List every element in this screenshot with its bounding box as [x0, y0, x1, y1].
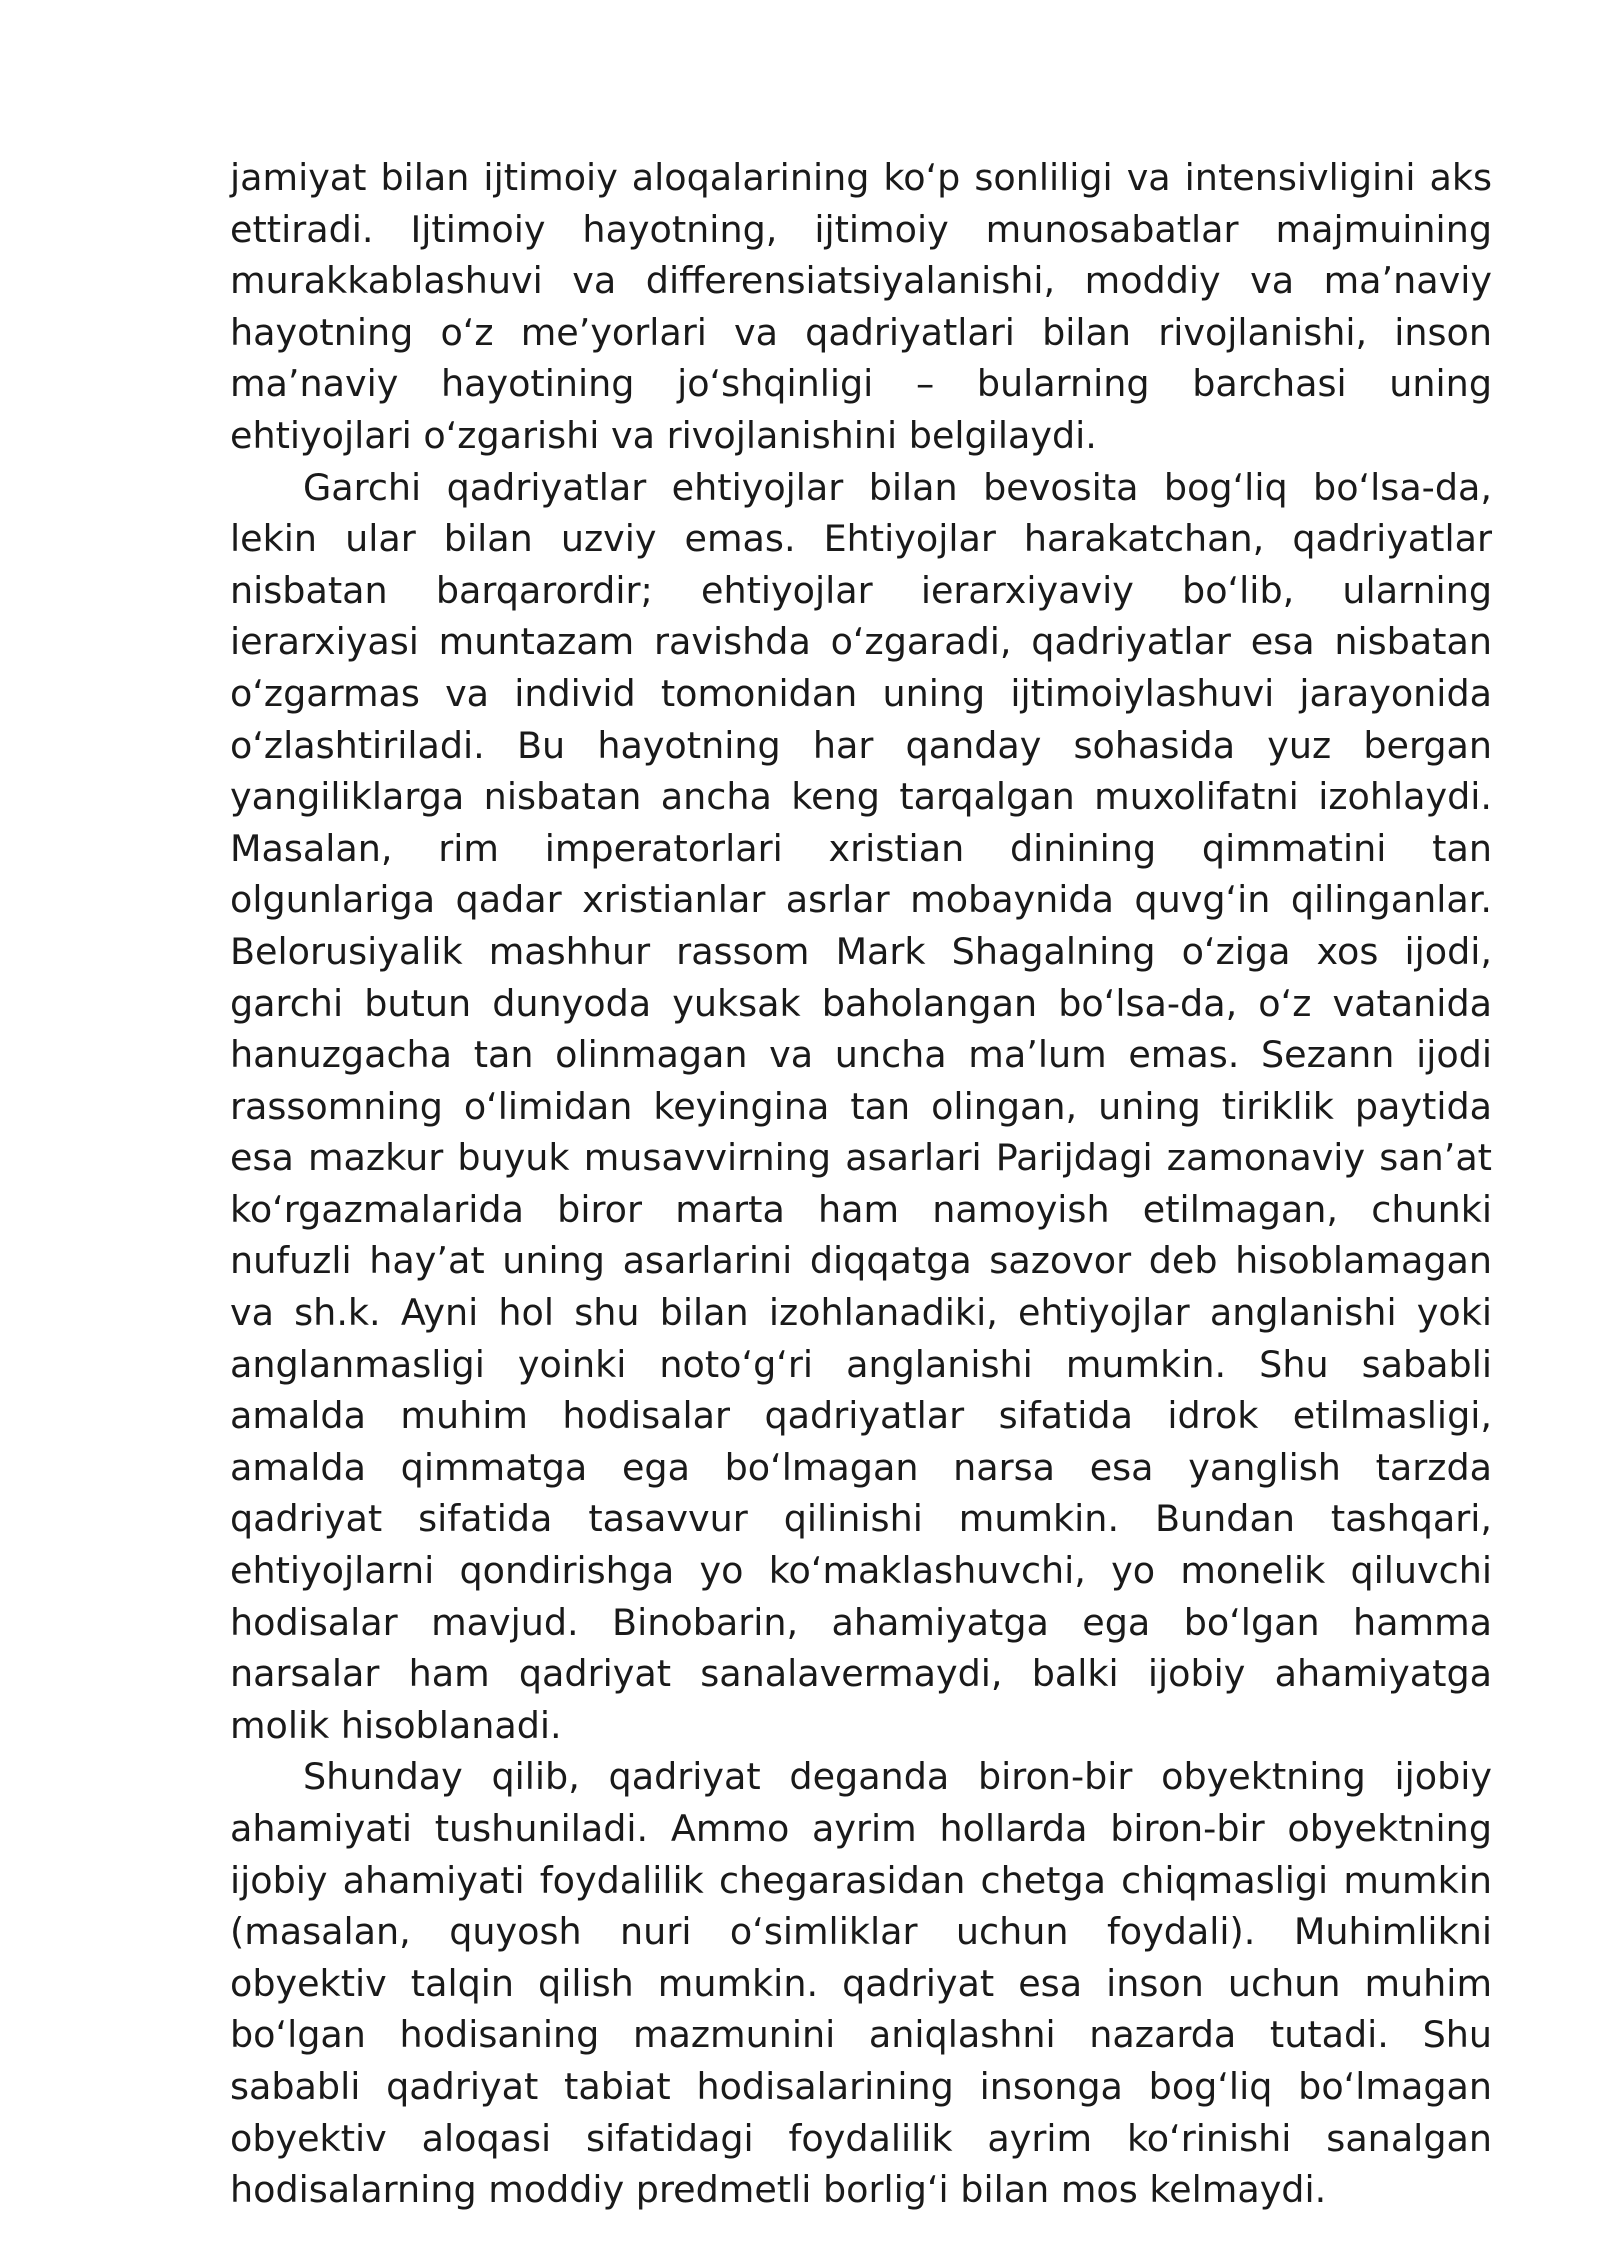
document-page	[230, 152, 1492, 2216]
paragraph-2: Garchi qadriyatlar ehtiyojlar bilan bevosita bogʻliq boʻlsa-da, lekin ular bilan uzviy emas. Ehtiyojlar harakatchan, qadriyatlar nisbatan barqarordir; ehtiyojlar ierarxiyaviy boʻlib, ularning ierarxiyasi muntazam ravishda oʻzgaradi, qadriyatlar esa nisbatan oʻzgarmas va individ tomonidan uning ijtimoiylashuvi jarayonida oʻzlashtiriladi. Bu hayotning har qanday sohasida yuz bergan yangiliklarga nisbatan ancha keng tarqalgan muxolifatni izohlaydi. Masalan, rim imperatorlari xristian dinining qimmatini tan olgunlariga qadar xristianlar asrlar mobaynida quvgʻin qilinganlar. Belorusiyalik mashhur rassom Mark Shagalning oʻziga xos ijodi, garchi butun dunyoda yuksak baholangan boʻlsa-da, oʻz vatanida hanuzgacha tan olinmagan va uncha maʼlum emas. Sezann ijodi rassomning oʻlimidan keyingina tan olingan, uning tiriklik paytida esa mazkur buyuk musavvirning asarlari Parijdagi zamonaviy sanʼat koʻrgazmalarida biror marta ham namoyish etilmagan, chunki nufuzli hayʼat uning asarlarini diqqatga sazovor deb hisoblamagan va sh.k. Ayni hol shu bilan izohlanadiki, ehtiyojlar anglanishi yoki anglanmasligi yoinki notoʻgʻri anglanishi mumkin. Shu sababli amalda muhim hodisalar qadriyatlar sifatida idrok etilmasligi, amalda qimmatga ega boʻlmagan narsa esa yanglish tarzda qadriyat sifatida tasavvur qilinishi mumkin. Bundan tashqari, ehtiyojlarni qondirishga yo koʻmaklashuvchi, yo monelik qiluvchi hodisalar mavjud. Binobarin, ahamiyatga ega boʻlgan hamma narsalar ham qadriyat sanalavermaydi, balki ijobiy ahamiyatga molik hisoblanadi.	[230, 465, 1492, 1747]
paragraph-1: jamiyat bilan ijtimoiy aloqalarining koʻp sonliligi va intensivligini aks ettiradi. Ijtimoiy hayotning, ijtimoiy munosabatlar majmuining murakkablashuvi va differensiatsiyalanishi, moddiy va maʼnaviy hayotning oʻz meʼyorlari va qadriyatlari bilan rivojlanishi, inson maʼnaviy hayotining joʻshqinligi – bularning barchasi uning ehtiyojlari oʻzgarishi va rivojlanishini belgilaydi.	[230, 156, 1492, 457]
paragraph-3: Shunday qilib, qadriyat deganda biron-bir obyektning ijobiy ahamiyati tushuniladi. Ammo ayrim hollarda biron-bir obyektning ijobiy ahamiyati foydalilik chegarasidan chetga chiqmasligi mumkin (masalan, quyosh nuri oʻsimliklar uchun foydali). Muhimlikni obyektiv talqin qilish mumkin. qadriyat esa inson uchun muhim boʻlgan hodisaning mazmunini aniqlashni nazarda tutadi. Shu sababli qadriyat tabiat hodisalarining insonga bogʻliq boʻlmagan obyektiv aloqasi sifatidagi foydalilik ayrim koʻrinishi sanalgan hodisalarning moddiy predmetli borligʻi bilan mos kelmaydi.	[230, 1755, 1492, 2212]
